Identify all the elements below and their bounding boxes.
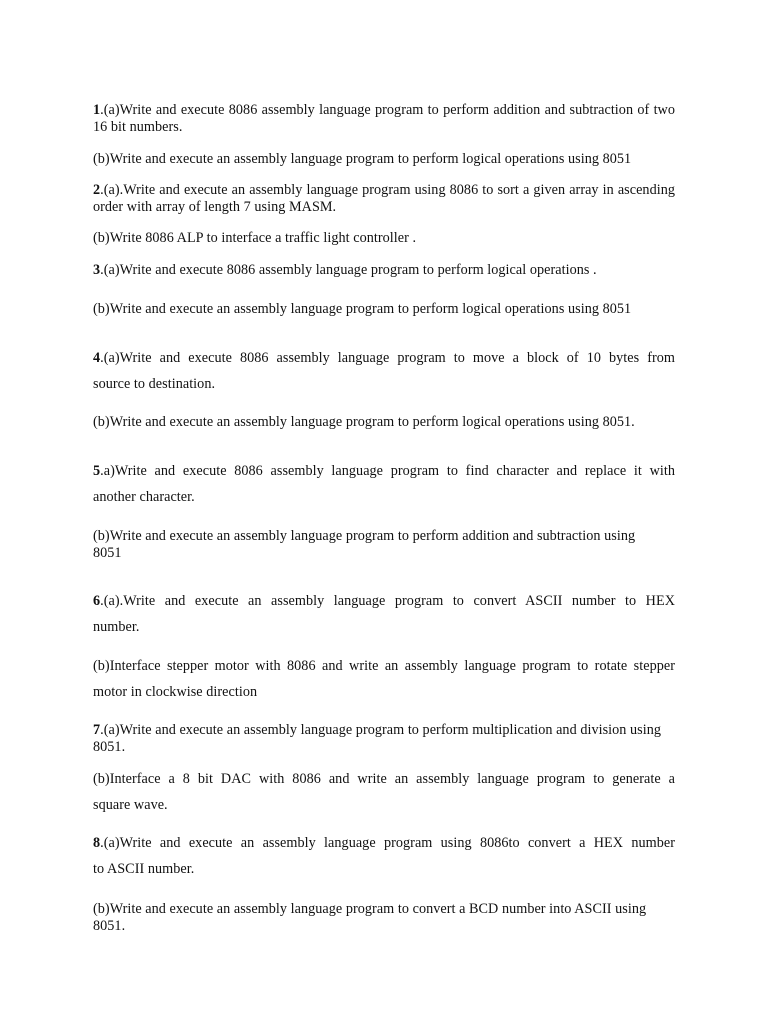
question-line: (b)Interface stepper motor with 8086 and write an assembly language program to rotate stepper	[93, 658, 675, 674]
question-number: 6	[93, 593, 101, 609]
question-line: 8.(a)Write and execute an assembly language program using 8086to convert a HEX number	[93, 835, 675, 851]
question-3a	[93, 262, 675, 279]
question-number: 3	[93, 262, 101, 278]
question-4a	[93, 345, 675, 397]
question-number: 7	[93, 722, 101, 738]
question-6b	[93, 653, 675, 705]
question-3b: (b)Write and execute an assembly language program to perform logical operations using 8051	[93, 301, 632, 317]
question-line: motor in clockwise direction	[93, 684, 258, 700]
question-line: 6.(a).Write and execute an assembly language program to convert ASCII number to HEX	[93, 593, 675, 609]
question-1a	[93, 102, 675, 136]
question-line: (b)Interface a 8 bit DAC with 8086 and write an assembly language program to generate a	[93, 771, 675, 787]
question-number: 1	[93, 102, 101, 118]
question-number: 8	[93, 835, 101, 851]
question-8a	[93, 830, 675, 882]
question-line: square wave.	[93, 797, 168, 813]
question-line: another character.	[93, 489, 195, 505]
question-2b: (b)Write 8086 ALP to interface a traffic light controller .	[93, 230, 417, 246]
question-line: 4.(a)Write and execute 8086 assembly language program to move a block of 10 bytes from	[93, 350, 675, 366]
question-line: to ASCII number.	[93, 861, 195, 877]
question-line: source to destination.	[93, 376, 216, 392]
question-7a	[93, 722, 675, 756]
question-2a	[93, 182, 675, 216]
question-text: .(a)Write and execute 8086 assembly language program to perform logical operations .	[100, 262, 597, 278]
question-5a	[93, 458, 675, 510]
question-1b: (b)Write and execute an assembly language program to perform logical operations using 8051	[93, 151, 632, 167]
question-5b: (b)Write and execute an assembly language program to perform addition and subtraction using 8051	[93, 528, 636, 561]
question-6a	[93, 588, 675, 640]
question-number: 4	[93, 350, 101, 366]
question-8b: (b)Write and execute an assembly language program to convert a BCD number into ASCII using 8051.	[93, 901, 647, 934]
question-number: 2	[93, 182, 101, 198]
question-7b	[93, 766, 675, 818]
question-text: .(a)Write and execute an assembly language program to perform multiplication and division using 8051.	[93, 722, 662, 755]
question-number: 5	[93, 463, 101, 479]
question-text: .(a).Write and execute an assembly language program using 8086 to sort a given array in ascending order with array of length 7 using MASM.	[93, 182, 675, 215]
question-line: number.	[93, 619, 140, 635]
question-text: .(a)Write and execute 8086 assembly language program to perform addition and subtraction of two 16 bit numbers.	[93, 102, 675, 135]
question-4b: (b)Write and execute an assembly language program to perform logical operations using 8051.	[93, 414, 635, 430]
question-line: 5.a)Write and execute 8086 assembly language program to find character and replace it with	[93, 463, 675, 479]
